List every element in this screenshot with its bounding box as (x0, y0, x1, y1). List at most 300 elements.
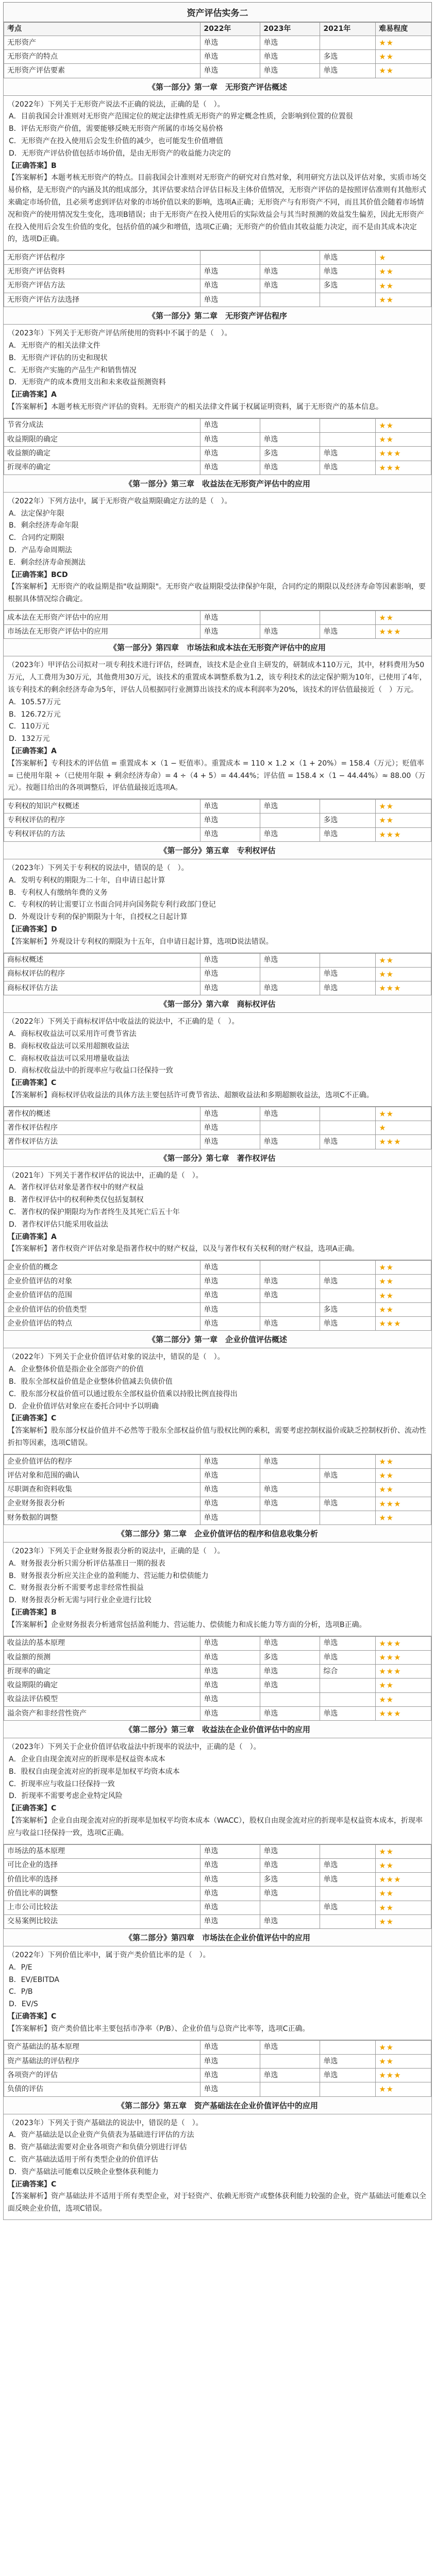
correct-answer: 【正确答案】D (8, 925, 57, 934)
topic-cell: 企业价值评估的程序 (4, 1454, 200, 1468)
section-block (3, 22, 432, 250)
table-row (4, 2040, 431, 2054)
year-2023-cell: 单选 (260, 64, 320, 78)
question-option: A．著作权评估对象是著作权中的财产权益 (9, 1183, 144, 1192)
year-2023-cell (260, 967, 320, 981)
year-2023-cell: 单选 (260, 1679, 320, 1692)
year-2021-cell (320, 433, 376, 447)
table-row (4, 1454, 431, 1468)
year-2023-cell: 单选 (260, 1844, 320, 1858)
year-2023-cell (260, 1469, 320, 1483)
difficulty-stars: ★★★ (376, 1636, 431, 1650)
year-2023-cell: 单选 (260, 1497, 320, 1511)
knowledge-table (4, 1636, 431, 1721)
section-block (3, 1260, 432, 1454)
year-2023-cell (260, 1692, 320, 1706)
header-cell-c1: 考点 (4, 23, 200, 36)
correct-answer: 【正确答案】A (8, 747, 57, 756)
year-2023-cell: 多选 (260, 447, 320, 461)
topic-cell: 无形资产评估资料 (4, 265, 200, 279)
year-2023-cell: 单选 (260, 827, 320, 841)
topic-cell: 财务数据的调整 (4, 1511, 200, 1524)
year-2021-cell (320, 1107, 376, 1121)
year-2021-cell (320, 2040, 376, 2054)
year-2021-cell (320, 1483, 376, 1497)
year-2021-cell (320, 293, 376, 307)
section-block (3, 250, 432, 418)
table-row (4, 433, 431, 447)
difficulty-stars: ★★★ (376, 2069, 431, 2082)
table-row (4, 1275, 431, 1289)
year-2021-cell: 单选 (320, 1650, 376, 1664)
difficulty-stars: ★★★ (376, 1873, 431, 1887)
year-2023-cell (260, 1302, 320, 1316)
question-option: C．无形资产实施的产品生产和销售情况 (9, 366, 137, 375)
year-2023-cell: 单选 (260, 433, 320, 447)
topic-cell: 著作权的概述 (4, 1107, 200, 1121)
question-block (4, 1167, 431, 1260)
year-2021-cell (320, 1454, 376, 1468)
year-2021-cell (320, 1511, 376, 1524)
section-block (3, 418, 432, 611)
knowledge-table (4, 22, 431, 78)
question-block (4, 859, 431, 953)
question-option: C．股东部分权益价值可以通过股东全部权益价值乘以持股比例直接得出 (9, 1389, 238, 1398)
difficulty-stars: ★★ (376, 2054, 431, 2068)
question-option: D．外观设计专利的保护期限为十年，自授权之日起计算 (9, 913, 188, 922)
table-row (4, 1858, 431, 1872)
table-row (4, 1692, 431, 1706)
correct-answer: 【正确答案】A (8, 391, 57, 399)
year-2021-cell (320, 953, 376, 967)
table-row (4, 1121, 431, 1135)
answer-explanation: 【答案解析】专利技术的评估值 = 重置成本 ×（1 − 贬值率）。重置成本 = 110 × 1.2 ×（1 + 20%）= 158.4（万元）；贬值率 = 已使用年限 ÷（已使用年限 + 剩余经济寿命）= 4 ÷（4 + 5）= 44.44%；评估值 = 158.4 ×（1 − 44.44%）≈ 88.00（万元）。按题目给出的各项调整后，评估值最接近选项A。 (8, 759, 426, 792)
question-block (4, 1738, 431, 1843)
table-row (4, 1317, 431, 1331)
year-2023-cell (260, 1511, 320, 1524)
question-option: D．财务报表分析无需与同行业企业进行比较 (9, 1596, 152, 1605)
table-row (4, 967, 431, 981)
topic-cell: 商标权评估方法 (4, 981, 200, 995)
table-row (4, 1135, 431, 1149)
question-block (4, 656, 431, 799)
chapter-title: 《第二部分》第四章 市场法在企业价值评估中的应用 (4, 1929, 431, 1946)
year-2022-cell: 单选 (200, 1844, 260, 1858)
year-2021-cell (320, 418, 376, 432)
difficulty-stars: ★★ (376, 2082, 431, 2096)
difficulty-stars: ★★★ (376, 1665, 431, 1679)
header-cell-c5: 难易程度 (376, 23, 431, 36)
question-option: B．评估无形资产价值，需要能够反映无形资产所属的市场交易价格 (9, 125, 223, 133)
table-row (4, 814, 431, 827)
question-option: D．无形资产的成本费用支出和未来收益预测资料 (9, 378, 166, 387)
topic-cell: 折现率的确定 (4, 461, 200, 474)
table-row (4, 2069, 431, 2082)
topic-cell: 企业价值评估的范围 (4, 1289, 200, 1302)
knowledge-table (4, 1107, 431, 1149)
section-block (3, 1636, 432, 1844)
year-2023-cell (260, 1261, 320, 1275)
difficulty-stars: ★ (376, 1121, 431, 1135)
topic-cell: 节省分成法 (4, 418, 200, 432)
year-2021-cell: 单选 (320, 265, 376, 279)
difficulty-stars: ★★ (376, 1261, 431, 1275)
knowledge-table (4, 799, 431, 842)
knowledge-table (4, 953, 431, 996)
topic-cell: 价值比率的调整 (4, 1887, 200, 1901)
chapter-title: 《第一部分》第二章 无形资产评估程序 (4, 307, 431, 325)
year-2021-cell: 单选 (320, 251, 376, 265)
difficulty-stars: ★★★ (376, 1317, 431, 1331)
year-2022-cell: 单选 (200, 2054, 260, 2068)
year-2022-cell: 单选 (200, 1636, 260, 1650)
table-row (4, 1706, 431, 1720)
year-2022-cell: 单选 (200, 1302, 260, 1316)
year-2023-cell: 单选 (260, 1275, 320, 1289)
topic-cell: 无形资产评估方法 (4, 279, 200, 293)
section-block (3, 611, 432, 799)
difficulty-stars: ★★★ (376, 827, 431, 841)
year-2021-cell (320, 800, 376, 814)
correct-answer: 【正确答案】B (8, 161, 57, 170)
year-2023-cell (260, 1901, 320, 1914)
question-option: D．无形资产评估价值包括市场价值，是由无形资产的收益能力决定的 (9, 149, 231, 158)
question-option: D．商标权收益法中的折现率应与收益口径保持一致 (9, 1066, 173, 1075)
topic-cell: 专利权评估的方法 (4, 827, 200, 841)
difficulty-stars: ★★★ (376, 1706, 431, 1720)
year-2023-cell: 单选 (260, 1665, 320, 1679)
question-option: D．产品寿命周期法 (9, 546, 72, 554)
knowledge-table (4, 2040, 431, 2097)
table-row (4, 418, 431, 432)
year-2021-cell: 单选 (320, 2069, 376, 2082)
correct-answer: 【正确答案】BCD (8, 570, 68, 579)
year-2023-cell (260, 2082, 320, 2096)
question-option: A．财务报表分析只需分析评估基准日一期的报表 (9, 1559, 165, 1568)
year-2023-cell (260, 611, 320, 624)
year-2022-cell: 单选 (200, 981, 260, 995)
question-block (4, 325, 431, 418)
year-2022-cell: 单选 (200, 1497, 260, 1511)
answer-explanation: 【答案解析】本题考核无形资产的特点。目前我国会计准则对无形资产的研究对自然对象，利用研究方法以及评估对象，实质市场交易价格，是无形资产的内涵及其的组成部分，其评估要求结合评估目标及主体价值情况，无形资产评估的是按照评估准则有其他形式来确定市场价值，且必须考虑到评估对象的市场价值以来的影响，选项A正确；无形资产与有形资产不同，而且其价值会随着市场情况和资产的使用情况发生变化，选项B错误；由于无形资产在投入使用后的实际效益会与其当时预测的效益发生偏差，因此无形资产在投入使用后会发生价值的变化，包括价值的减少和增值，选项C正确；无形资产的价值由其收益能力决定，而不是由其成本决定的，选项D正确。 (8, 174, 426, 244)
table-row (4, 800, 431, 814)
topic-cell: 收益法的基本原理 (4, 1636, 200, 1650)
year-2022-cell: 单选 (200, 2040, 260, 2054)
table-row (4, 981, 431, 995)
year-2021-cell: 多选 (320, 1302, 376, 1316)
year-2023-cell: 单选 (260, 265, 320, 279)
question-option: D．EV/S (9, 2000, 38, 2009)
year-2021-cell (320, 2082, 376, 2096)
year-2022-cell: 单选 (200, 418, 260, 432)
answer-explanation: 【答案解析】企业财务报表分析通常包括盈利能力、营运能力、偿债能力和成长能力等方面的分析，选项B正确。 (8, 1620, 366, 1629)
correct-answer: 【正确答案】C (8, 2180, 57, 2189)
year-2023-cell: 单选 (260, 2040, 320, 2054)
question-option: C．专利权的转让需要订立书面合同并向国务院专利行政部门登记 (9, 901, 216, 909)
table-row (4, 279, 431, 293)
knowledge-table (4, 250, 431, 307)
section-block (3, 799, 432, 953)
year-2023-cell: 单选 (260, 981, 320, 995)
topic-cell: 收益额的预测 (4, 1650, 200, 1664)
year-2022-cell: 单选 (200, 611, 260, 624)
chapter-title: 《第一部分》第一章 无形资产评估概述 (4, 78, 431, 96)
topic-cell: 专利权评估的程序 (4, 814, 200, 827)
difficulty-stars: ★★ (376, 1511, 431, 1524)
table-row (4, 1873, 431, 1887)
answer-explanation: 【答案解析】商标权评估收益法的具体方法主要包括许可费节省法、超额收益法和多期超额收益法，选项C不正确。 (8, 1091, 374, 1100)
year-2021-cell: 单选 (320, 1275, 376, 1289)
year-2022-cell: 单选 (200, 625, 260, 639)
question-option: A．资产基础法是以企业资产负债表为基础进行评估的方法 (9, 2131, 194, 2140)
year-2022-cell: 单选 (200, 2082, 260, 2096)
year-2021-cell (320, 36, 376, 49)
table-row (4, 1289, 431, 1302)
question-stem: （2023年）下列关于企业价值评估收益法中折现率的说法中，正确的是（ ）。 (8, 1743, 261, 1752)
difficulty-stars: ★★ (376, 1679, 431, 1692)
answer-explanation: 【答案解析】本题考核无形资产评估的资料。无形资产的相关法律文件属于权属证明资料，属于无形资产的基本信息。 (8, 402, 383, 411)
difficulty-stars: ★★ (376, 2040, 431, 2054)
topic-cell: 企业价值的概念 (4, 1261, 200, 1275)
section-block (3, 1107, 432, 1260)
topic-cell: 企业财务报表分析 (4, 1497, 200, 1511)
year-2022-cell: 单选 (200, 1454, 260, 1468)
difficulty-stars: ★★ (376, 293, 431, 307)
topic-cell: 无形资产的特点 (4, 50, 200, 64)
year-2021-cell: 多选 (320, 279, 376, 293)
question-block (4, 493, 431, 610)
table-row (4, 611, 431, 624)
header-cell-c2: 2022年 (200, 23, 260, 36)
table-header-row (4, 23, 431, 36)
year-2021-cell: 单选 (320, 1858, 376, 1872)
difficulty-stars: ★★★ (376, 447, 431, 461)
table-row (4, 265, 431, 279)
question-option: C．财务报表分析不需要考虑非经常性损益 (9, 1584, 144, 1592)
topic-cell: 著作权评估方法 (4, 1135, 200, 1149)
header-cell-c4: 2021年 (320, 23, 376, 36)
answer-explanation: 【答案解析】无形资产的收益期是指"收益期限"。无形资产收益期限受法律保护年限，合同约定的期限以及经济寿命等因素影响，要根据具体情况综合确定。 (8, 583, 426, 604)
year-2022-cell: 单选 (200, 800, 260, 814)
topic-cell: 评估对象和范围的确认 (4, 1469, 200, 1483)
difficulty-stars: ★★★ (376, 625, 431, 639)
question-stem: （2022年）下列价值比率中，属于资产类价值比率的是（ ）。 (8, 1951, 210, 1960)
topic-cell: 企业价值评估的对象 (4, 1275, 200, 1289)
question-stem: （2022年）下列关于商标权评估中收益法的说法中，不正确的是（ ）。 (8, 1018, 239, 1026)
year-2023-cell: 单选 (260, 2069, 320, 2082)
table-row (4, 293, 431, 307)
question-block (4, 1946, 431, 2040)
difficulty-stars: ★★ (376, 64, 431, 78)
correct-answer: 【正确答案】C (8, 1804, 57, 1813)
table-row (4, 1261, 431, 1275)
year-2022-cell: 单选 (200, 36, 260, 49)
difficulty-stars: ★★ (376, 50, 431, 64)
question-option: B．剩余经济寿命年限 (9, 521, 79, 530)
topic-cell: 折现率的确定 (4, 1665, 200, 1679)
year-2022-cell: 单选 (200, 1914, 260, 1928)
answer-explanation: 【答案解析】资产类价值比率主要包括市净率（P/B）、企业价值与总资产比率等，选项C正确。 (8, 2024, 310, 2033)
question-option: A．105.57万元 (9, 698, 61, 706)
difficulty-stars: ★★ (376, 953, 431, 967)
question-option: B．126.72万元 (9, 710, 61, 719)
year-2021-cell: 单选 (320, 1135, 376, 1149)
table-row (4, 1107, 431, 1121)
question-option: C．折现率应与收益口径保持一致 (9, 1780, 115, 1788)
year-2021-cell: 单选 (320, 967, 376, 981)
year-2023-cell: 单选 (260, 800, 320, 814)
question-block (4, 2114, 431, 2219)
year-2021-cell: 单选 (320, 461, 376, 474)
year-2022-cell: 单选 (200, 293, 260, 307)
year-2022-cell (200, 251, 260, 265)
topic-cell: 企业价值评估的特点 (4, 1317, 200, 1331)
year-2022-cell: 单选 (200, 1706, 260, 1720)
question-option: B．无形资产评估的历史和现状 (9, 353, 108, 362)
year-2022-cell: 单选 (200, 1665, 260, 1679)
topic-cell: 收益额的确定 (4, 447, 200, 461)
topic-cell: 交易案例比较法 (4, 1914, 200, 1928)
correct-answer: 【正确答案】C (8, 1079, 57, 1088)
correct-answer: 【正确答案】B (8, 1608, 57, 1617)
sections-container (3, 22, 432, 2220)
year-2023-cell: 单选 (260, 1289, 320, 1302)
table-row (4, 2082, 431, 2096)
correct-answer: 【正确答案】C (8, 2012, 57, 2021)
table-row (4, 251, 431, 265)
table-row (4, 1679, 431, 1692)
year-2022-cell: 单选 (200, 1887, 260, 1901)
question-option: D．折现率不需要考虑企业特定风险 (9, 1792, 123, 1801)
topic-cell: 无形资产 (4, 36, 200, 49)
table-row (4, 625, 431, 639)
year-2021-cell (320, 1121, 376, 1135)
section-block (3, 2040, 432, 2220)
question-option: A．商标权收益法可以采用许可费节省法 (9, 1030, 137, 1039)
topic-cell: 价值比率的选择 (4, 1873, 200, 1887)
difficulty-stars: ★★ (376, 1858, 431, 1872)
year-2021-cell (320, 1261, 376, 1275)
table-row (4, 1511, 431, 1524)
year-2023-cell: 单选 (260, 279, 320, 293)
year-2022-cell: 单选 (200, 64, 260, 78)
question-option: D．132万元 (9, 735, 50, 743)
difficulty-stars: ★★ (376, 1483, 431, 1497)
question-option: D．企业价值评估对象应在委托合同中予以明确 (9, 1402, 159, 1411)
topic-cell: 市场法的基本原理 (4, 1844, 200, 1858)
answer-explanation: 【答案解析】企业自由现金流对应的折现率是加权平均资本成本（WACC），股权自由现金流对应的折现率是权益资本成本，折现率应与收益口径保持一致，选项C正确。 (8, 1816, 423, 1837)
answer-explanation: 【答案解析】资产基础法并不适用于所有类型企业，对于轻资产、依赖无形资产或整体获利能力较强的企业，资产基础法可能难以全面反映企业价值，选项C错误。 (8, 2192, 426, 2213)
correct-answer: 【正确答案】A (8, 1232, 57, 1241)
question-option: B．EV/EBITDA (9, 1975, 59, 1984)
year-2022-cell: 单选 (200, 1469, 260, 1483)
chapter-title: 《第二部分》第三章 收益法在企业价值评估中的应用 (4, 1721, 431, 1738)
year-2023-cell (260, 1121, 320, 1135)
table-row (4, 36, 431, 49)
table-row (4, 1901, 431, 1914)
table-row (4, 1887, 431, 1901)
topic-cell: 收益期限的确定 (4, 433, 200, 447)
topic-cell: 尽职调查和资料收集 (4, 1483, 200, 1497)
year-2022-cell: 单选 (200, 1289, 260, 1302)
year-2021-cell: 单选 (320, 1873, 376, 1887)
topic-cell: 无形资产评估程序 (4, 251, 200, 265)
difficulty-stars: ★★★ (376, 461, 431, 474)
year-2022-cell: 单选 (200, 1679, 260, 1692)
difficulty-stars: ★★★ (376, 1135, 431, 1149)
topic-cell: 上市公司比较法 (4, 1901, 200, 1914)
question-option: C．P/B (9, 1988, 33, 1996)
question-option: B．专利权人有缴纳年费的义务 (9, 888, 108, 897)
year-2021-cell: 单选 (320, 1706, 376, 1720)
year-2023-cell: 单选 (260, 50, 320, 64)
section-block (3, 953, 432, 1107)
table-row (4, 1483, 431, 1497)
topic-cell: 资产基础法的评估程序 (4, 2054, 200, 2068)
question-option: B．资产基础法需要对企业各项资产和负债分别进行评估 (9, 2143, 187, 2152)
year-2021-cell (320, 1692, 376, 1706)
table-row (4, 1302, 431, 1316)
topic-cell: 溢余资产和非经营性资产 (4, 1706, 200, 1720)
year-2021-cell: 单选 (320, 2054, 376, 2068)
year-2023-cell: 多选 (260, 1873, 320, 1887)
topic-cell: 负债的评估 (4, 2082, 200, 2096)
question-block (4, 96, 431, 250)
year-2021-cell: 单选 (320, 447, 376, 461)
year-2023-cell: 单选 (260, 1317, 320, 1331)
table-row (4, 50, 431, 64)
question-option: A．发明专利权的期限为二十年，自申请日起计算 (9, 876, 165, 885)
table-row (4, 1650, 431, 1664)
question-stem: （2022年）下列关于无形资产说法不正确的说法，正确的是（ ）。 (8, 100, 225, 109)
knowledge-table (4, 1454, 431, 1525)
question-option: A．企业自由现金流对应的折现率是权益资本成本 (9, 1755, 165, 1764)
year-2021-cell: 单选 (320, 64, 376, 78)
chapter-title: 《第二部分》第二章 企业价值评估的程序和信息收集分析 (4, 1525, 431, 1543)
question-option: B．财务报表分析应关注企业的盈利能力、营运能力和偿债能力 (9, 1571, 209, 1580)
year-2021-cell: 单选 (320, 1317, 376, 1331)
difficulty-stars: ★ (376, 251, 431, 265)
difficulty-stars: ★★ (376, 1914, 431, 1928)
question-block (4, 1013, 431, 1106)
topic-cell: 无形资产评估方法选择 (4, 293, 200, 307)
year-2023-cell (260, 418, 320, 432)
question-option: B．股东全部权益价值是企业整体价值减去负债价值 (9, 1378, 173, 1386)
year-2023-cell: 多选 (260, 1650, 320, 1664)
chapter-title: 《第二部分》第五章 资产基础法在企业价值评估中的应用 (4, 2097, 431, 2114)
year-2021-cell: 单选 (320, 1901, 376, 1914)
year-2022-cell: 单选 (200, 967, 260, 981)
year-2022-cell: 单选 (200, 1317, 260, 1331)
difficulty-stars: ★★ (376, 265, 431, 279)
question-option: C．著作权的保护期限均为作者终生及其死亡后五十年 (9, 1208, 180, 1217)
difficulty-stars: ★★ (376, 433, 431, 447)
question-block (4, 1543, 431, 1636)
table-row (4, 1665, 431, 1679)
year-2022-cell: 单选 (200, 1483, 260, 1497)
year-2021-cell: 单选 (320, 1497, 376, 1511)
topic-cell: 市场法在无形资产评估中的应用 (4, 625, 200, 639)
knowledge-table (4, 1260, 431, 1331)
question-option: C．资产基础法适用于所有类型企业的价值评估 (9, 2156, 158, 2164)
question-option: A．P/E (9, 1963, 32, 1972)
difficulty-stars: ★★ (376, 279, 431, 293)
chapter-title: 《第二部分》第一章 企业价值评估概述 (4, 1331, 431, 1348)
year-2021-cell: 多选 (320, 814, 376, 827)
question-option: A．法定保护年限 (9, 509, 64, 518)
year-2023-cell (260, 251, 320, 265)
question-stem: （2022年）下列关于企业价值评估对象的说法中，错误的是（ ）。 (8, 1353, 225, 1362)
